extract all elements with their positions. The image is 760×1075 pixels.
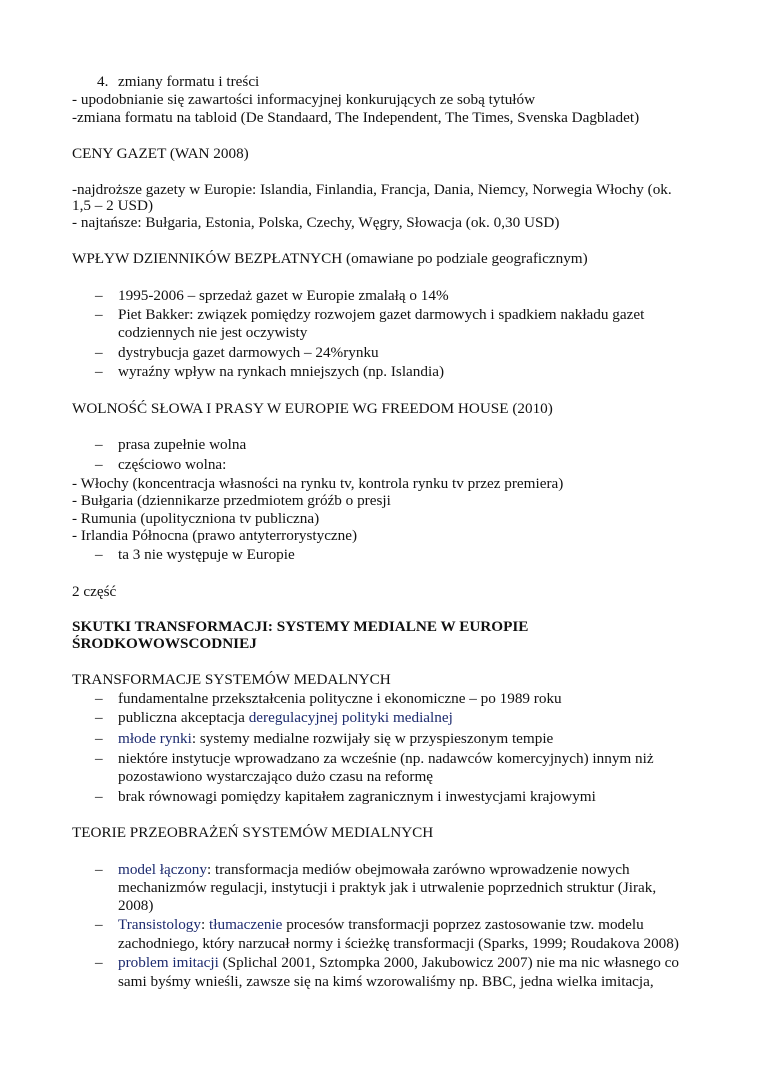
bullet-item: prasa zupełnie wolna — [118, 436, 247, 453]
bullet-item-cont: pozostawiono wystarczająco dużo czasu na reformę — [118, 768, 433, 785]
bullet-item-cont: mechanizmów regulacji, instytucji i praktyk jak i utrwalenie poprzednich struktur (Jirak, — [118, 879, 657, 896]
bullet-item: częściowo wolna: — [118, 456, 227, 473]
bullet-dash: – — [95, 709, 103, 726]
bullet-text: publiczna akceptacja — [118, 709, 249, 726]
section-heading: TEORIE PRZEOBRAŻEŃ SYSTEMÓW MEDIALNYCH — [72, 824, 434, 841]
text-line: - upodobnianie się zawartości informacyjnej konkurujących ze sobą tytułów — [72, 91, 536, 108]
bullet-item — [118, 730, 553, 748]
text-line: - najtańsze: Bułgaria, Estonia, Polska, Czechy, Węgry, Słowacja (ok. 0,30 USD) — [72, 214, 560, 231]
bullet-item — [118, 861, 630, 879]
bullet-dash: – — [95, 750, 103, 767]
page-title: SKUTKI TRANSFORMACJI: SYSTEMY MEDIALNE W EUROPIE — [72, 618, 529, 635]
bullet-item-cont: codziennych nie jest oczywisty — [118, 324, 308, 341]
bullet-item-cont: 2008) — [118, 897, 154, 914]
highlighted-term: tłumaczenie — [209, 916, 283, 933]
bullet-dash: – — [95, 861, 103, 878]
bullet-dash: – — [95, 306, 103, 323]
section-heading: CENY GAZET (WAN 2008) — [72, 145, 249, 162]
bullet-item: brak równowagi pomiędzy kapitałem zagranicznym i inwestycjami krajowymi — [118, 788, 596, 805]
bullet-item: fundamentalne przekształcenia polityczne i ekonomiczne – po 1989 roku — [118, 690, 562, 707]
bullet-dash: – — [95, 546, 103, 563]
part-label: 2 część — [72, 583, 117, 600]
highlighted-term: młode rynki — [118, 730, 192, 747]
section-heading: TRANSFORMACJE SYSTEMÓW MEDALNYCH — [72, 671, 391, 688]
highlighted-term: problem imitacji — [118, 954, 219, 971]
text-line: - Rumunia (upolityczniona tv publiczna) — [72, 510, 320, 527]
bullet-item: 1995-2006 – sprzedaż gazet w Europie zmalałą o 14% — [118, 287, 449, 304]
bullet-item: ta 3 nie występuje w Europie — [118, 546, 295, 563]
bullet-dash: – — [95, 344, 103, 361]
section-heading: WPŁYW DZIENNIKÓW BEZPŁATNYCH (omawiane po podziale geograficznym) — [72, 250, 588, 267]
section-heading: WOLNOŚĆ SŁOWA I PRASY W EUROPIE WG FREEDOM HOUSE (2010) — [72, 400, 553, 417]
bullet-text: procesów transformacji poprzez zastosowanie tzw. modelu — [282, 916, 644, 933]
bullet-item: Piet Bakker: związek pomiędzy rozwojem gazet darmowych i spadkiem nakładu gazet — [118, 306, 645, 323]
bullet-item: niektóre instytucje wprowadzano za wcześnie (np. nadawców komercyjnych) innym niż — [118, 750, 654, 767]
highlighted-term: deregulacyjnej polityki medialnej — [248, 709, 453, 726]
text-line: -zmiana formatu na tabloid (De Standaard, The Independent, The Times, Svenska Dagbladet) — [72, 109, 640, 126]
text-line: - Włochy (koncentracja własności na rynku tv, kontrola rynku tv przez premiera) — [72, 475, 564, 492]
numbered-marker: 4. — [97, 73, 109, 90]
bullet-dash: – — [95, 730, 103, 747]
text-line: - Bułgaria (dziennikarze przedmiotem gróźb o presji — [72, 492, 391, 509]
text-line: -najdroższe gazety w Europie: Islandia, Finlandia, Francja, Dania, Niemcy, Norwegia Włochy (ok. — [72, 181, 672, 198]
bullet-item: wyraźny wpływ na rynkach mniejszych (np. Islandia) — [118, 363, 445, 380]
text-line: 1,5 – 2 USD) — [72, 197, 154, 214]
bullet-dash: – — [95, 363, 103, 380]
bullet-dash: – — [95, 954, 103, 971]
highlighted-term: Transistology — [118, 916, 201, 933]
bullet-item — [118, 954, 679, 972]
bullet-text: : systemy medialne rozwijały się w przyspieszonym tempie — [191, 730, 554, 747]
bullet-text: : transformacja mediów obejmowała zarówno wprowadzenie nowych — [206, 861, 630, 878]
bullet-item-cont: sami byśmy wnieśli, zawsze się na kimś wzorowaliśmy np. BBC, jedna wielka imitacja, — [118, 973, 654, 990]
bullet-text: : — [201, 916, 210, 933]
bullet-text: (Splichal 2001, Sztompka 2000, Jakubowicz 2007) nie ma nic własnego co — [218, 954, 679, 971]
bullet-dash: – — [95, 456, 103, 473]
bullet-item: dystrybucja gazet darmowych – 24%rynku — [118, 344, 379, 361]
bullet-dash: – — [95, 436, 103, 453]
highlighted-term: model łączony — [118, 861, 207, 878]
bullet-dash: – — [95, 690, 103, 707]
bullet-dash: – — [95, 916, 103, 933]
text-line: - Irlandia Północna (prawo antyterrorystyczne) — [72, 527, 358, 544]
bullet-dash: – — [95, 788, 103, 805]
bullet-item-cont: zachodniego, który narzucał normy i ścieżkę transformacji (Sparks, 1999; Roudakova 2008) — [118, 935, 679, 952]
page-title-cont: ŚRODKOWOWSCODNIEJ — [72, 635, 257, 652]
bullet-dash: – — [95, 287, 103, 304]
bullet-item — [118, 709, 453, 727]
numbered-item: zmiany formatu i treści — [118, 73, 260, 90]
bullet-item — [118, 916, 644, 934]
